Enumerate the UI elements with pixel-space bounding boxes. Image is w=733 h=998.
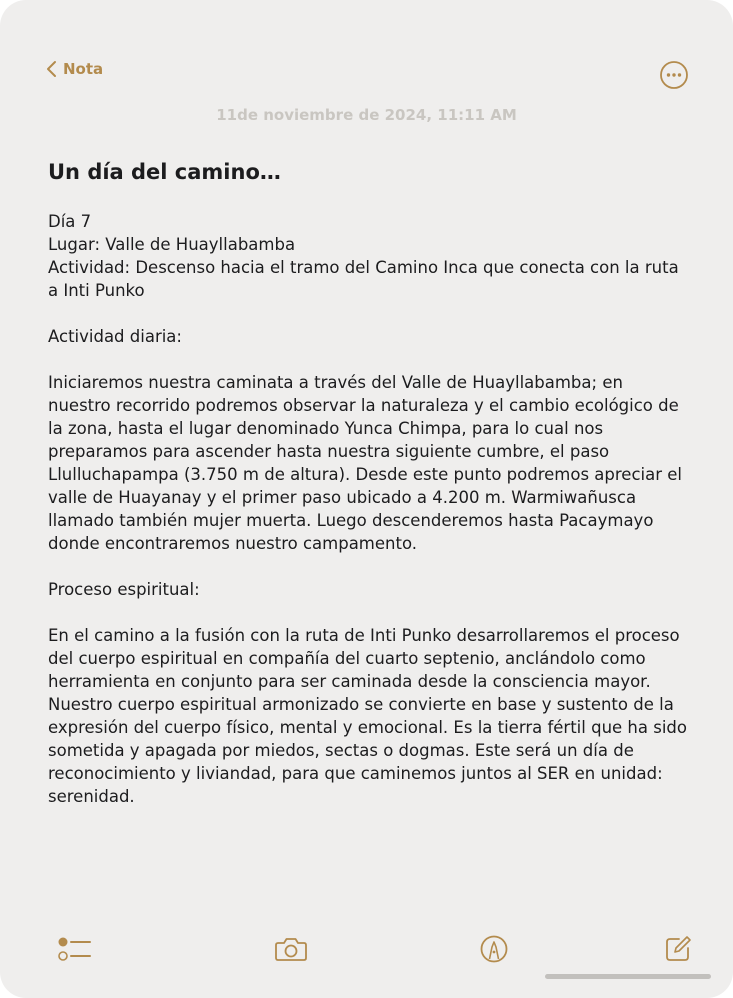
checklist-icon — [56, 935, 92, 967]
lugar-label: Lugar: — [48, 235, 100, 254]
proceso-text-3: en unidad: serenidad. — [48, 764, 663, 806]
markup-button[interactable] — [474, 934, 514, 968]
checklist-button[interactable] — [54, 934, 94, 968]
proceso-text-2: Nuestro cuerpo espiritual armonizado se convierte en base y sustento de la expresión del cuerpo físico, mental y emocional. Es la tierra fértil que ha sido sometida y apagada por miedos, sectas o dogmas. Este será un día de reconocimiento y liviandad, para que caminemos juntos al — [48, 695, 687, 783]
note-content[interactable] — [48, 158, 688, 808]
actividad-line — [48, 256, 688, 302]
more-options-button[interactable] — [659, 60, 689, 90]
note-title: Un día del camino… — [48, 160, 281, 184]
home-indicator[interactable] — [545, 974, 711, 979]
chevron-left-icon — [46, 60, 57, 78]
actividad-diaria-heading: Actividad diaria: — [48, 327, 182, 346]
back-button-label: Nota — [63, 60, 104, 78]
ellipsis-circle-icon — [659, 75, 689, 94]
lugar-value: Valle de Huayllabamba — [105, 235, 296, 254]
compose-button[interactable] — [658, 934, 698, 968]
day-line: Día 7 — [48, 212, 92, 231]
navigation-bar — [0, 52, 733, 92]
camera-icon — [274, 936, 308, 966]
lugar-line — [48, 233, 688, 256]
note-body — [48, 210, 688, 808]
ser-emphasis: SER — [537, 764, 570, 783]
back-button[interactable] — [46, 60, 103, 78]
proceso-paragraph-1: En el camino a la fusión con la ruta de Inti Punko desarrollaremos el proceso del cuerpo espiritual en compañía del cuarto septenio, anclándolo como herramienta en conjunto para ser caminada desde la consciencia mayor. — [48, 626, 680, 691]
bottom-toolbar — [0, 934, 733, 974]
actividad-diaria-paragraph: Iniciaremos nuestra caminata a través del Valle de Huayllabamba; en nuestro recorrido podremos observar la naturaleza y el cambio ecológico de la zona, hasta el lugar denominado Yunca Chimpa, para lo cual nos preparamos para ascender hasta nuestra siguiente cumbre, el paso Llulluchapampa (3.750 m de altura). Desde este punto podremos apreciar el valle de Huayanay y el primer paso ubicado a 4.200 m. Warmiwañusca llamado también mujer muerta. Luego descenderemos hasta Pacaymayo donde encontraremos nuestro campamento. — [48, 373, 682, 553]
actividad-label: Actividad: — [48, 258, 131, 277]
proceso-heading: Proceso espiritual: — [48, 580, 200, 599]
pen-tip-circle-icon — [479, 934, 509, 968]
compose-icon — [664, 935, 692, 967]
actividad-value: Descenso hacia el tramo del Camino Inca que conecta con la ruta a Inti Punko — [48, 258, 679, 300]
camera-button[interactable] — [271, 934, 311, 968]
proceso-paragraph-2 — [48, 693, 688, 808]
note-timestamp: 11de noviembre de 2024, 11:11 AM — [216, 106, 517, 124]
